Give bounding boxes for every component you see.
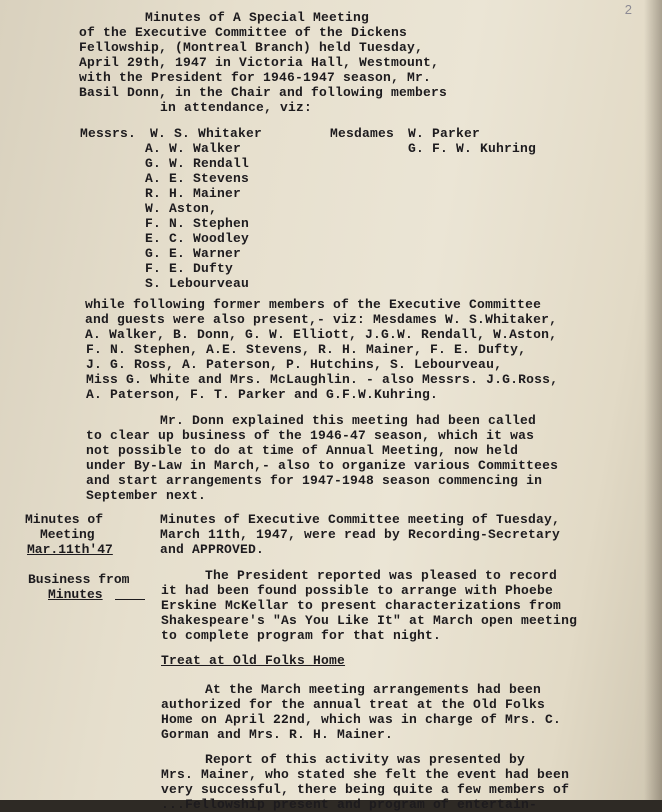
paragraph-line: and start arrangements for 1947-1948 season commencing in bbox=[86, 473, 543, 488]
member-name: A. W. Walker bbox=[145, 141, 242, 156]
margin-note: Mar.11th'47 bbox=[27, 542, 113, 557]
paragraph-line: J. G. Ross, A. Paterson, P. Hutchins, S. Lebourveau, bbox=[86, 357, 503, 372]
paragraph-line: not possible to do at time of Annual Meeting, now held bbox=[86, 443, 519, 458]
paragraph-line: Minutes of Executive Committee meeting of Tuesday, bbox=[160, 512, 561, 527]
messrs-label: Messrs. bbox=[80, 126, 137, 141]
margin-note: Minutes bbox=[48, 587, 103, 602]
paragraph-line: to complete program for that night. bbox=[161, 628, 442, 643]
paragraph-line: and guests were also present,- viz: Mesdames W. S.Whitaker, bbox=[85, 312, 558, 327]
paragraph-line: while following former members of the Executive Committee bbox=[85, 297, 542, 312]
paragraph-line: and APPROVED. bbox=[160, 542, 265, 557]
paragraph-line: Erskine McKellar to present characterizations from bbox=[161, 598, 562, 613]
paragraph-line: The President reported was pleased to record bbox=[205, 568, 558, 583]
member-name: G. E. Warner bbox=[145, 246, 242, 261]
paragraph-line: September next. bbox=[86, 488, 207, 503]
member-name: W. Parker bbox=[408, 126, 481, 141]
paragraph-line: Report of this activity was presented by bbox=[205, 752, 526, 767]
paragraph-line: Mrs. Mainer, who stated she felt the event had been bbox=[161, 767, 570, 782]
paragraph-line: authorized for the annual treat at the Old Folks bbox=[161, 697, 546, 712]
member-name: G. F. W. Kuhring bbox=[408, 141, 537, 156]
paragraph-line: very successful, there being quite a few members of bbox=[161, 782, 570, 797]
member-name: G. W. Rendall bbox=[145, 156, 250, 171]
page-number: 2 bbox=[624, 2, 632, 17]
member-name: S. Lebourveau bbox=[145, 276, 250, 291]
paragraph-line: At the March meeting arrangements had been bbox=[205, 682, 542, 697]
margin-note: Business from bbox=[28, 572, 130, 587]
paragraph-line: A. Paterson, F. T. Parker and G.F.W.Kuhring. bbox=[86, 387, 439, 402]
paragraph-line: Mr. Donn explained this meeting had been called bbox=[160, 413, 537, 428]
paragraph-line: Gorman and Mrs. R. H. Mainer. bbox=[161, 727, 394, 742]
header-line: with the President for 1946-1947 season, Mr. bbox=[79, 70, 432, 85]
paragraph-line: Miss G. White and Mrs. McLaughlin. - also Messrs. J.G.Ross, bbox=[86, 372, 559, 387]
header-line: Fellowship, (Montreal Branch) held Tuesday, bbox=[79, 40, 424, 55]
margin-rule bbox=[115, 599, 145, 600]
paragraph-line: ...Fellowship present and program of entertain- bbox=[161, 797, 538, 812]
margin-note: Meeting bbox=[40, 527, 95, 542]
header-line: of the Executive Committee of the Dickens bbox=[79, 25, 408, 40]
section-heading: Treat at Old Folks Home bbox=[161, 653, 346, 668]
member-name: W. S. Whitaker bbox=[150, 126, 263, 141]
header-line: April 29th, 1947 in Victoria Hall, Westmount, bbox=[79, 55, 440, 70]
paragraph-line: F. N. Stephen, A.E. Stevens, R. H. Mainer, F. E. Dufty, bbox=[86, 342, 527, 357]
member-name: F. E. Dufty bbox=[145, 261, 234, 276]
margin-note: Minutes of bbox=[25, 512, 104, 527]
paragraph-line: March 11th, 1947, were read by Recording-Secretary bbox=[160, 527, 561, 542]
member-name: F. N. Stephen bbox=[145, 216, 250, 231]
paragraph-line: Shakespeare's "As You Like It" at March open meeting bbox=[161, 613, 578, 628]
paragraph-line: A. Walker, B. Donn, G. W. Elliott, J.G.W. Rendall, W.Aston, bbox=[85, 327, 558, 342]
member-name: R. H. Mainer bbox=[145, 186, 242, 201]
paragraph-line: Home on April 22nd, which was in charge of Mrs. C. bbox=[161, 712, 562, 727]
header-line: in attendance, viz: bbox=[160, 100, 313, 115]
member-name: E. C. Woodley bbox=[145, 231, 250, 246]
member-name: W. Aston, bbox=[145, 201, 218, 216]
header-line: Minutes of A Special Meeting bbox=[145, 10, 370, 25]
member-name: A. E. Stevens bbox=[145, 171, 250, 186]
mesdames-label: Mesdames bbox=[330, 126, 395, 141]
paragraph-line: under By-Law in March,- also to organize various Committees bbox=[86, 458, 559, 473]
paragraph-line: it had been found possible to arrange with Phoebe bbox=[161, 583, 554, 598]
header-line: Basil Donn, in the Chair and following members bbox=[79, 85, 448, 100]
paragraph-line: to clear up business of the 1946-47 season, which it was bbox=[86, 428, 535, 443]
